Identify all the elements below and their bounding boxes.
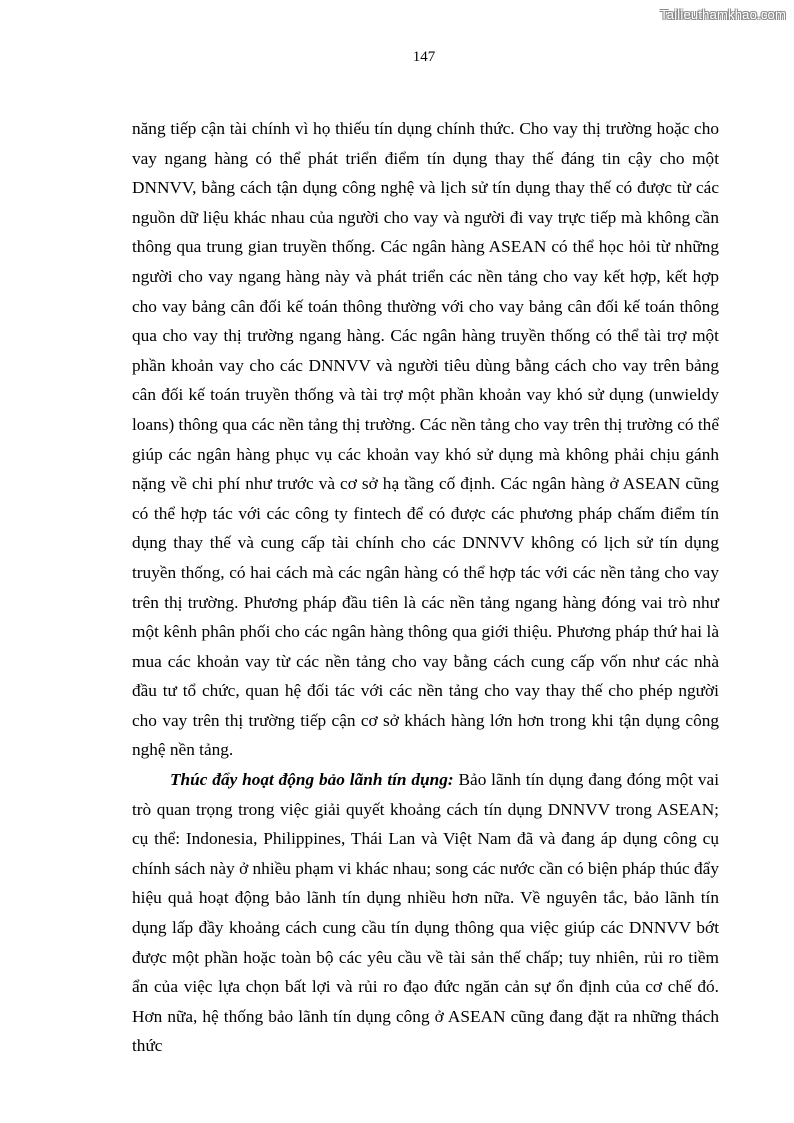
paragraph-2 xyxy=(132,765,719,1061)
page-number: 147 xyxy=(412,49,436,65)
body-text xyxy=(132,114,719,1061)
paragraph-lead: Thúc đẩy hoạt động bảo lãnh tín dụng: xyxy=(170,770,454,790)
paragraph-2-text: Bảo lãnh tín dụng đang đóng một vai trò quan trọng trong việc giải quyết khoảng cách tín dụng DNNVV trong ASEAN; cụ thể: Indonesia, Philippines, Thái Lan và Việt Nam đã và đang áp dụng công cụ chính sách này ở nhiều phạm vi khác nhau; song các nước cần có biện pháp thúc đẩy hiệu quả hoạt động bảo lãnh tín dụng nhiều hơn nữa. Về nguyên tắc, bảo lãnh tín dụng lấp đầy khoảng cách cung cầu tín dụng thông qua việc giúp các DNNVV bớt được một phần hoặc toàn bộ các yêu cầu về tài sản thế chấp; tuy nhiên, rủi ro tiềm ẩn của việc lựa chọn bất lợi và rủi ro đạo đức ngăn cản sự ổn định của cơ chế đó. Hơn nữa, hệ thống bảo lãnh tín dụng công ở ASEAN cũng đang đặt ra những thách thức xyxy=(132,770,719,1056)
watermark-text: Tailieuthamkhao.com xyxy=(660,7,786,22)
paragraph-1: năng tiếp cận tài chính vì họ thiếu tín dụng chính thức. Cho vay thị trường hoặc cho vay ngang hàng có thể phát triển điểm tín dụng thay thế đáng tin cậy cho một DNNVV, bằng cách tận dụng công nghệ và lịch sử tín dụng thay thế có được từ các nguồn dữ liệu khác nhau của người cho vay và người đi vay trực tiếp mà không cần thông qua trung gian truyền thống. Các ngân hàng ASEAN có thể học hỏi từ những người cho vay ngang hàng này và phát triển các nền tảng cho vay kết hợp, kết hợp cho vay bảng cân đối kế toán thông thường với cho vay bảng cân đối kế toán thông qua cho vay thị trường ngang hàng. Các ngân hàng truyền thống có thể tài trợ một phần khoản vay cho các DNNVV và người tiêu dùng bằng cách cho vay trên bảng cân đối kế toán truyền thống và tài trợ một phần khoản vay khó sử dụng (unwieldy loans) thông qua các nền tảng thị trường. Các nền tảng cho vay trên thị trường có thể giúp các ngân hàng phục vụ các khoản vay khó sử dụng mà không phải chịu gánh nặng về chi phí như trước và cơ sở hạ tầng cố định. Các ngân hàng ở ASEAN cũng có thể hợp tác với các công ty fintech để có được các phương pháp chấm điểm tín dụng thay thế và cung cấp tài chính cho các DNNVV không có lịch sử tín dụng truyền thống, có hai cách mà các ngân hàng có thể hợp tác với các nền tảng cho vay trên thị trường. Phương pháp đầu tiên là các nền tảng ngang hàng đóng vai trò như một kênh phân phối cho các ngân hàng thông qua giới thiệu. Phương pháp thứ hai là mua các khoản vay từ các nền tảng cho vay bằng cách cung cấp vốn như các nhà đầu tư tổ chức, quan hệ đối tác với các nền tảng cho vay thay thế cho phép người cho vay trên thị trường tiếp cận cơ sở khách hàng lớn hơn trong khi tận dụng công nghệ nền tảng. xyxy=(132,119,719,760)
